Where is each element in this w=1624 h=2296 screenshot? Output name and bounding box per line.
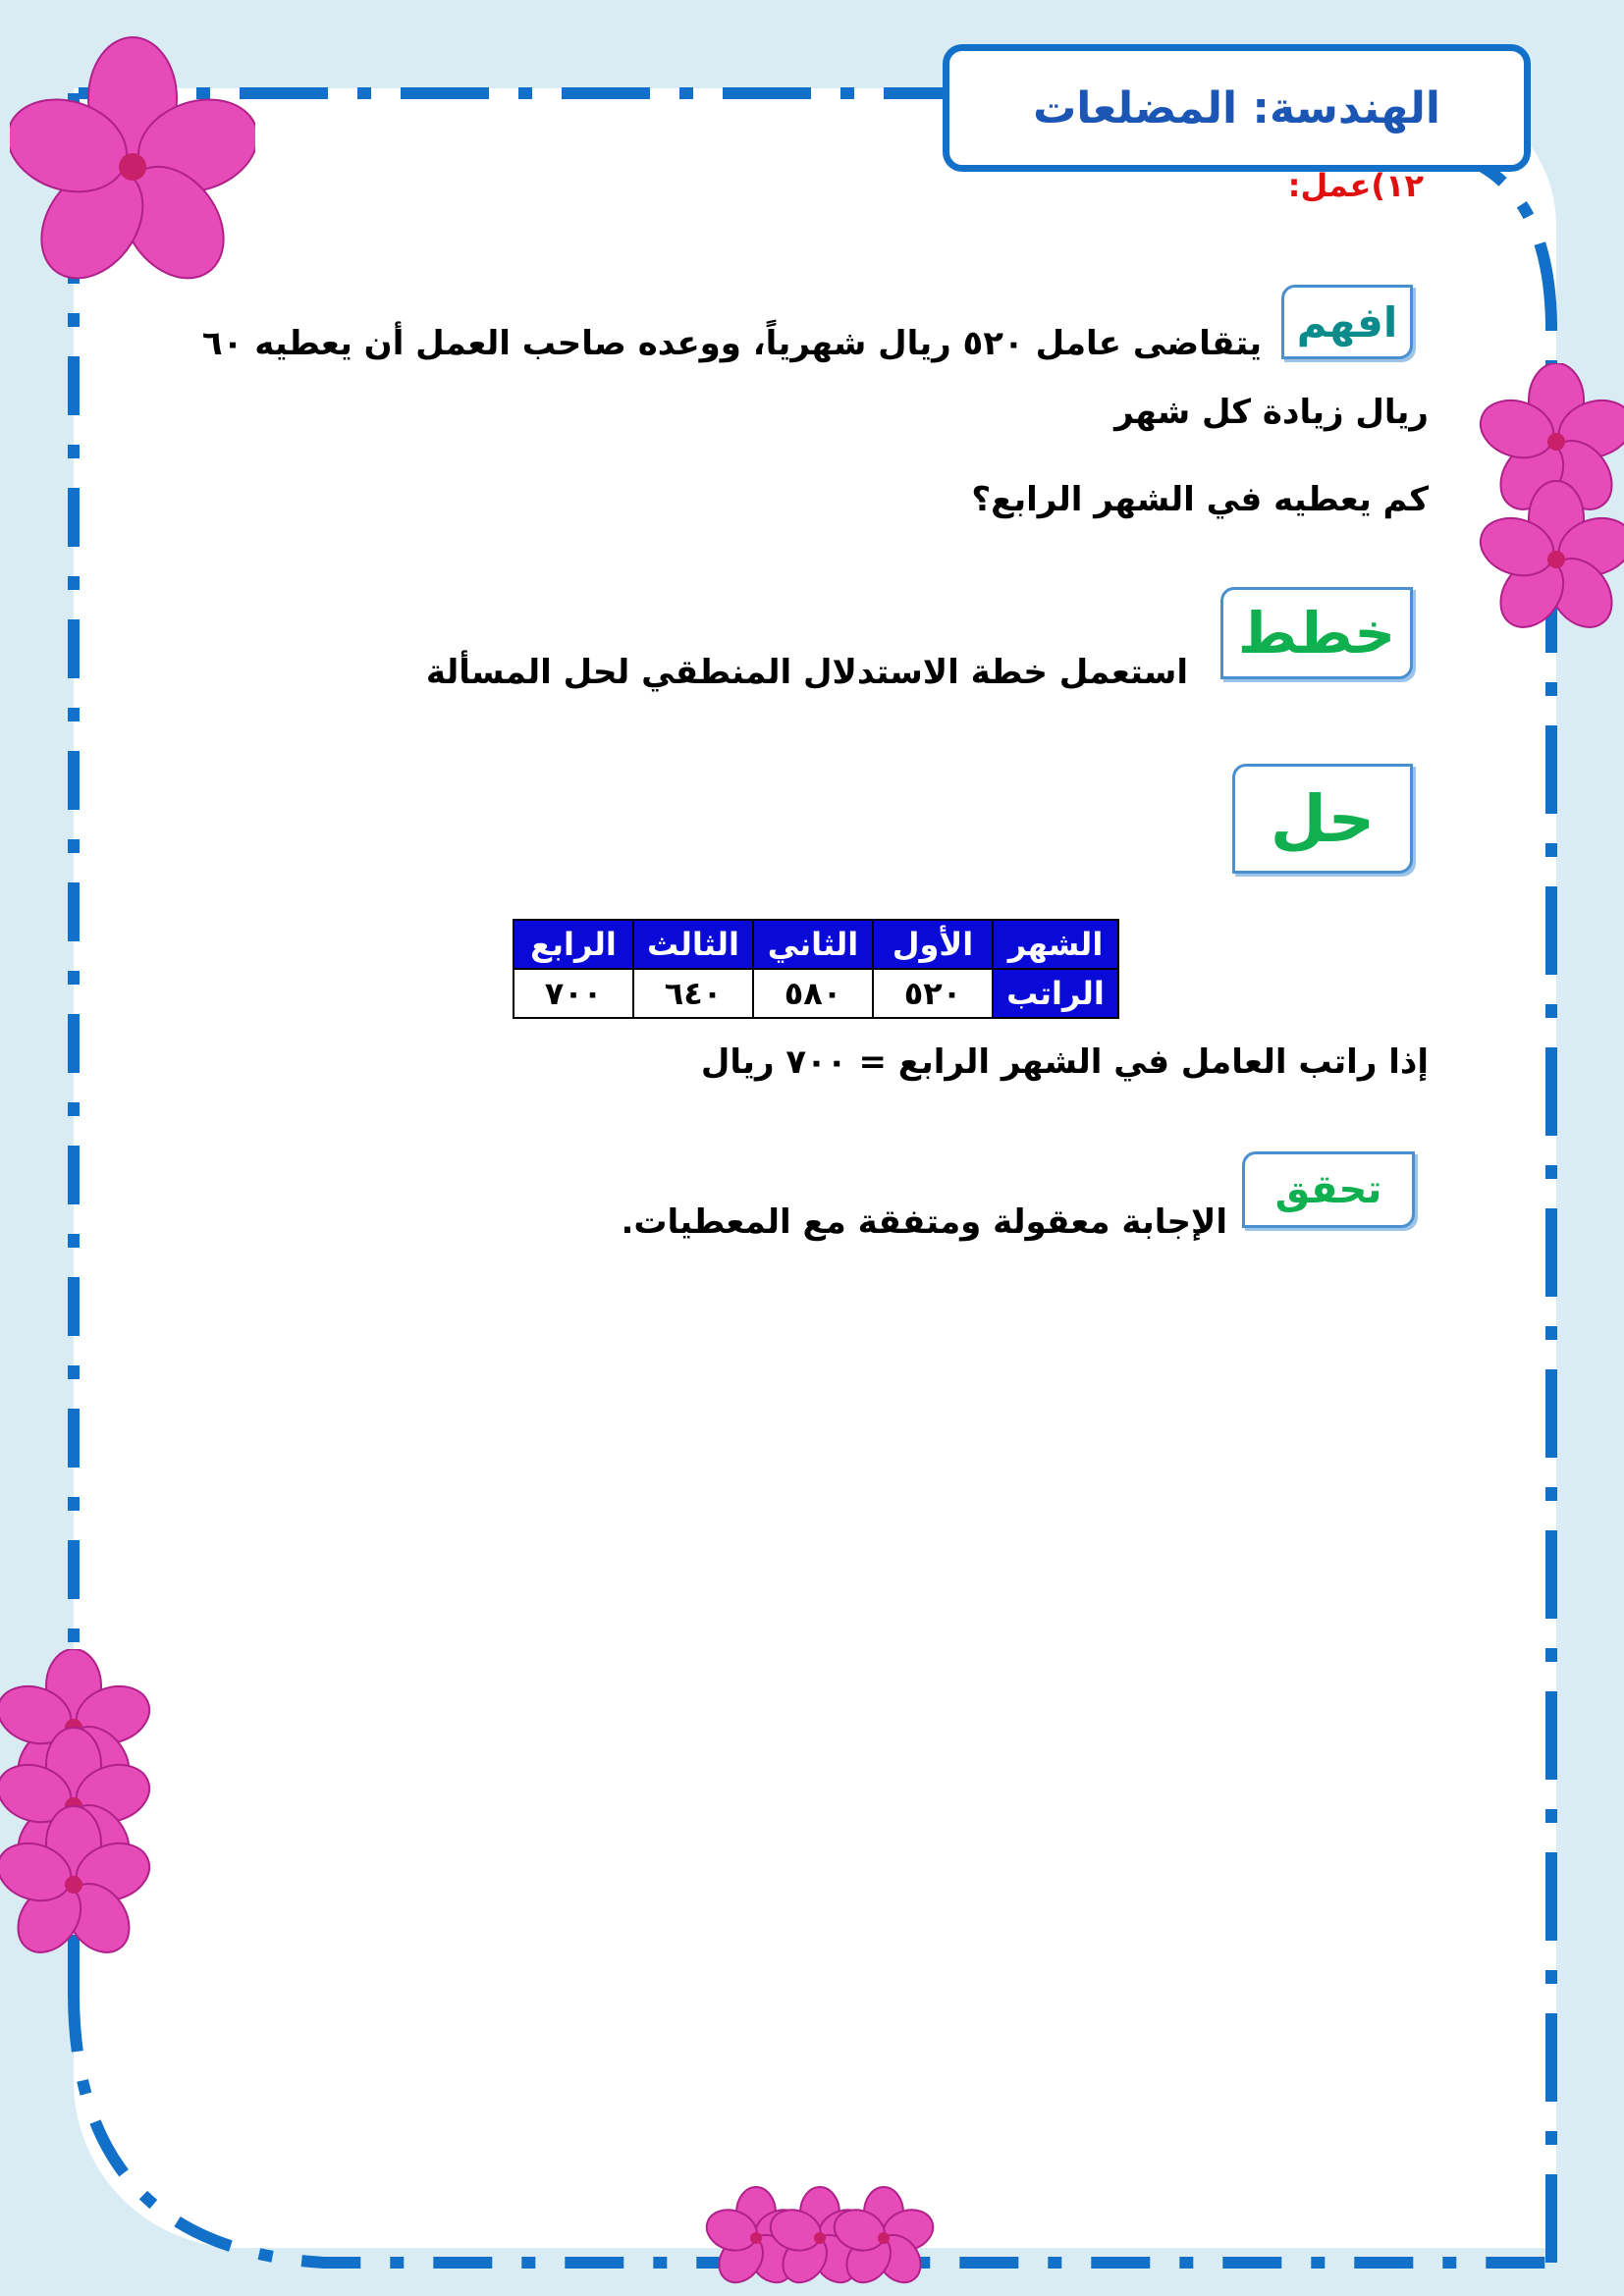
understand-question: كم يعطيه في الشهر الرابع؟ xyxy=(971,480,1429,519)
table-header-salary: الراتب xyxy=(993,969,1118,1018)
table-cell: الثالث xyxy=(633,920,753,969)
table-header-month: الشهر xyxy=(993,920,1118,969)
title-box xyxy=(943,44,1531,172)
solve-tag-label: حل xyxy=(1270,780,1376,857)
solve-conclusion: إذا راتب العامل في الشهر الرابع = ٧٠٠ ريال xyxy=(700,1042,1429,1082)
table-cell: ٥٢٠ xyxy=(873,969,993,1018)
table-row xyxy=(514,920,1118,969)
flower-icon xyxy=(0,1649,167,1963)
question-number: ١٢)عمل: xyxy=(1287,167,1424,204)
salary-table xyxy=(513,919,1119,1019)
table-cell: ٧٠٠ xyxy=(514,969,633,1018)
page-title: الهندسة: المضلعات xyxy=(1033,82,1440,133)
plan-text: استعمل خطة الاستدلال المنطقي لحل المسألة xyxy=(425,653,1188,692)
table-cell: ٥٨٠ xyxy=(753,969,873,1018)
understand-tag-label: افهم xyxy=(1296,297,1398,347)
flower-icon xyxy=(677,2184,962,2292)
understand-tag xyxy=(1281,285,1413,359)
plan-tag xyxy=(1220,587,1413,679)
solve-tag xyxy=(1232,764,1413,874)
table-cell: الأول xyxy=(873,920,993,969)
table-row xyxy=(514,969,1118,1018)
table-cell: الثاني xyxy=(753,920,873,969)
understand-line-1: يتقاضى عامل ٥٢٠ ريال شهرياً، ووعده صاحب العمل أن يعطيه ٦٠ xyxy=(201,324,1262,363)
flower-icon xyxy=(10,20,255,324)
check-tag-label: تحقق xyxy=(1274,1167,1382,1212)
understand-line-2: ريال زيادة كل شهر xyxy=(1114,393,1429,432)
check-text: الإجابة معقولة ومتفقة مع المعطيات. xyxy=(621,1202,1227,1242)
check-tag xyxy=(1242,1151,1415,1228)
table-cell: الرابع xyxy=(514,920,633,969)
plan-tag-label: خطط xyxy=(1237,600,1396,667)
flower-icon xyxy=(1468,363,1624,667)
table-cell: ٦٤٠ xyxy=(633,969,753,1018)
